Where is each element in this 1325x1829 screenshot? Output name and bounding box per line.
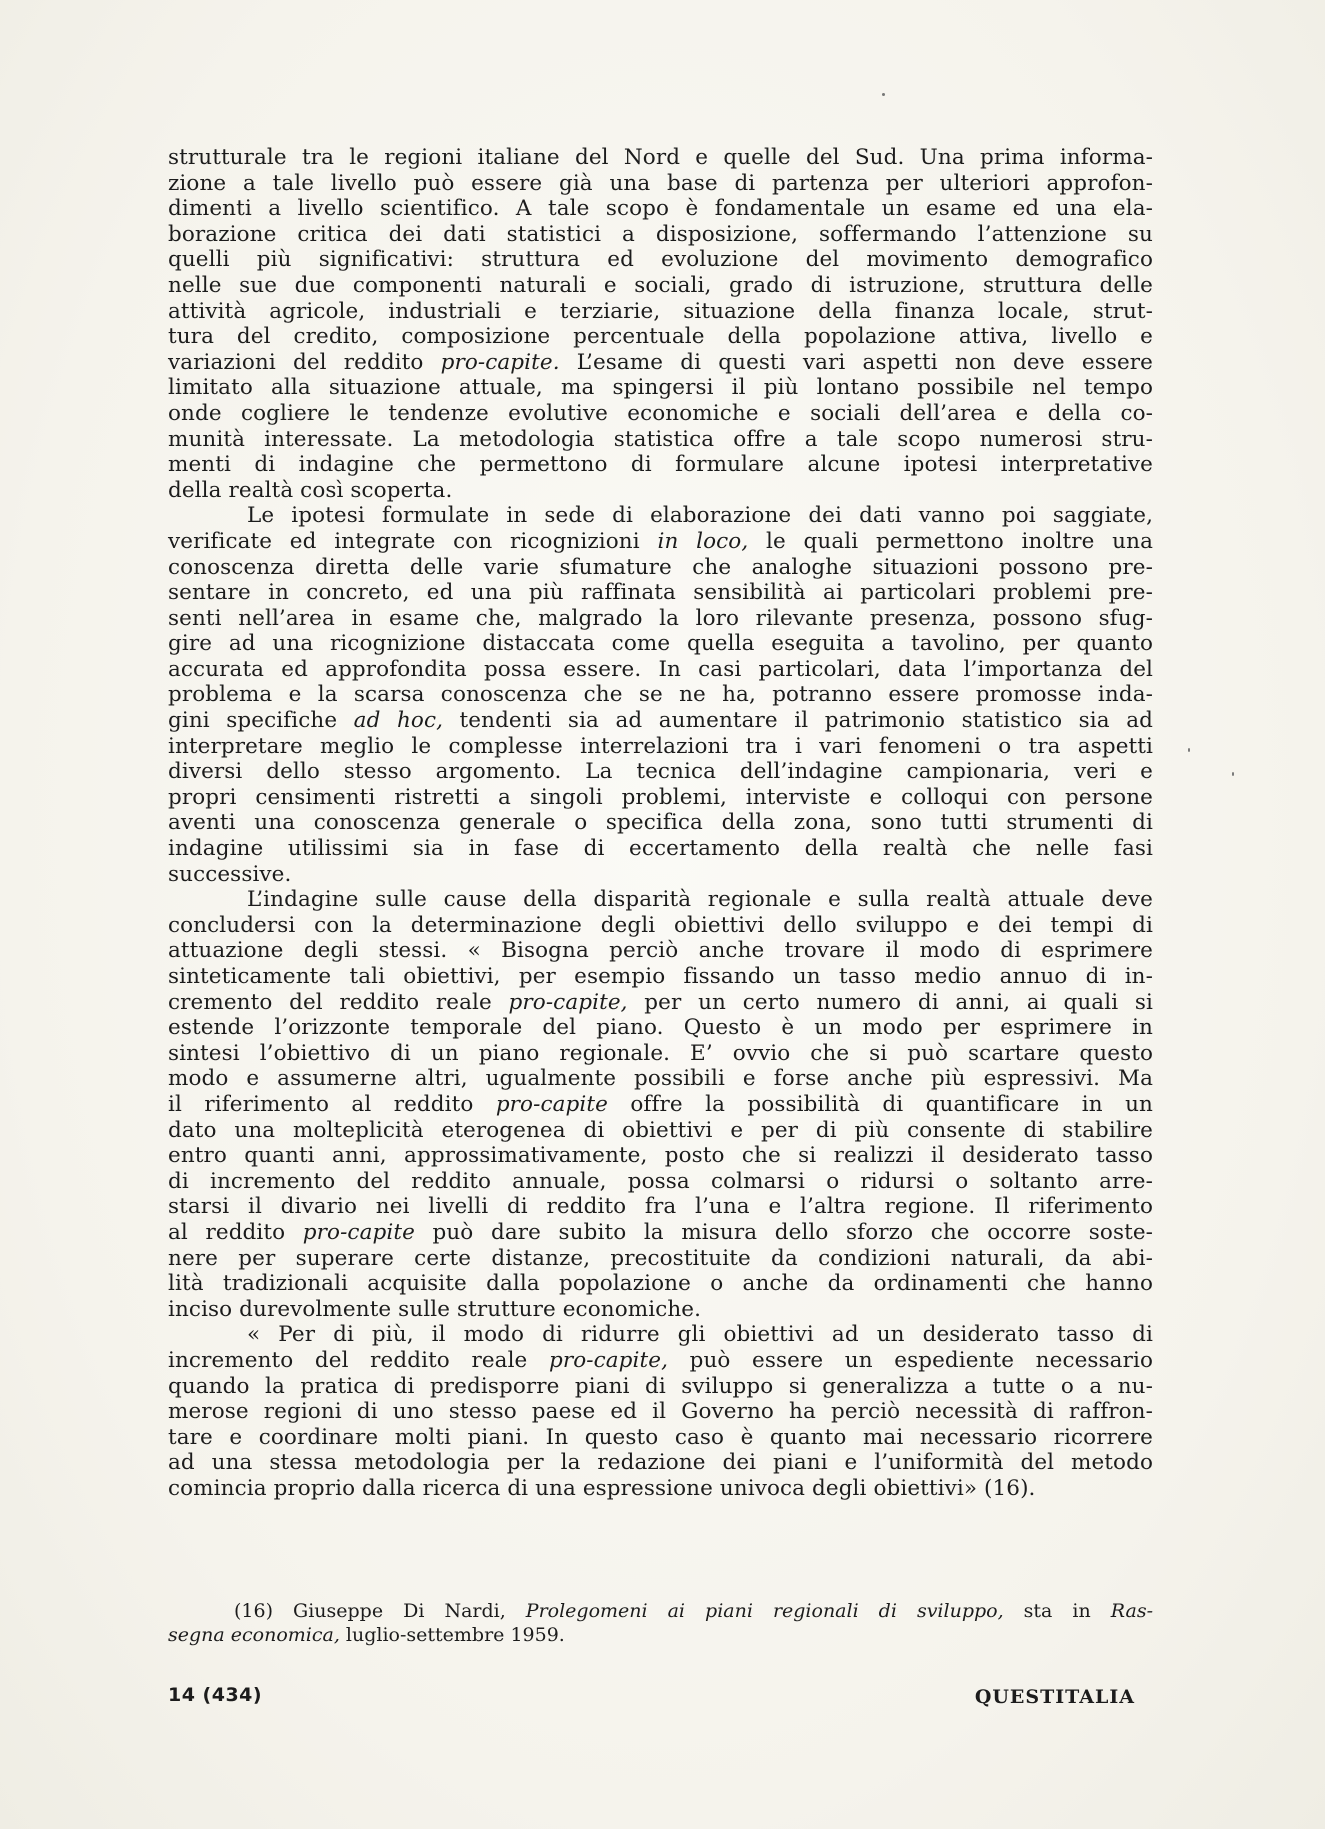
text-line xyxy=(168,964,1153,990)
line-segment: verificate ed integrate con ricognizioni xyxy=(168,528,658,554)
text-line xyxy=(168,1322,1153,1348)
line-segment: sta in xyxy=(1003,1600,1111,1622)
text-line xyxy=(168,529,1153,555)
italic-segment: pro-capite, xyxy=(548,1347,669,1373)
text-line xyxy=(168,247,1153,273)
text-line xyxy=(168,503,1153,529)
text-line xyxy=(168,222,1153,248)
line-text: limitato alla situazione attuale, ma spingersi il più lontano possibile nel tempo xyxy=(168,375,1153,401)
line-segment: (16) Giuseppe Di Nardi, xyxy=(234,1600,526,1622)
italic-segment: Prolegomeni ai piani regionali di sviluppo, xyxy=(525,1600,1004,1622)
line-text: diversi dello stesso argomento. La tecnica dell’indagine campionaria, veri e xyxy=(168,759,1153,785)
paragraph-1 xyxy=(168,145,1153,503)
text-line xyxy=(168,606,1153,632)
text-line xyxy=(168,375,1153,401)
line-text: Le ipotesi formulate in sede di elaborazione dei dati vanno poi saggiate, xyxy=(247,503,1153,529)
line-text: modo e assumerne altri, ugualmente possibili e forse anche più espressivi. Ma xyxy=(168,1066,1153,1092)
line-text: nelle sue due componenti naturali e sociali, grado di istruzione, struttura delle xyxy=(168,272,1153,298)
line-text: aventi una conoscenza generale o specifica della zona, sono tutti strumenti di xyxy=(168,810,1153,836)
paper-speck xyxy=(1232,772,1234,776)
text-line xyxy=(168,324,1153,350)
italic-segment: ad hoc, xyxy=(353,708,444,734)
line-text: starsi il divario nei livelli di reddito fra l’una e l’altra regione. Il riferimento xyxy=(168,1194,1153,1220)
line-text: munità interessate. La metodologia statistica offre a tale scopo numerosi stru- xyxy=(168,426,1153,452)
body-text xyxy=(168,145,1153,1501)
italic-segment: pro-capite. xyxy=(440,349,560,375)
text-line xyxy=(168,350,1153,376)
text-line xyxy=(168,785,1153,811)
line-text: problema e la scarsa conoscenza che se ne ha, potranno essere promosse inda- xyxy=(168,682,1153,708)
line-text: conoscenza diretta delle varie sfumature che analoghe situazioni possono pre- xyxy=(168,554,1153,580)
line-segment: tendenti sia ad aumentare il patrimonio statistico sia ad xyxy=(443,708,1153,734)
text-line xyxy=(168,1246,1153,1272)
line-segment: al reddito xyxy=(168,1219,303,1245)
line-text: gire ad una ricognizione distaccata come quella eseguita a tavolino, per quanto xyxy=(168,631,1153,657)
text-line xyxy=(168,734,1153,760)
text-line xyxy=(168,273,1153,299)
text-line xyxy=(168,759,1153,785)
text-line xyxy=(168,196,1153,222)
line-text: quando la pratica di predisporre piani di sviluppo si generalizza a tutte o a nu- xyxy=(168,1373,1153,1399)
italic-segment: Ras- xyxy=(1110,1600,1153,1622)
text-line xyxy=(168,657,1153,683)
line-text: accurata ed approfondita possa essere. In casi particolari, data l’importanza del xyxy=(168,656,1153,682)
paper-speck xyxy=(882,93,885,96)
line-segment: variazioni del reddito xyxy=(168,349,441,375)
text-line xyxy=(168,452,1153,478)
text-line xyxy=(168,401,1153,427)
line-text: di incremento del reddito annuale, possa colmarsi o ridursi o soltanto arre- xyxy=(168,1168,1153,1194)
line-segment: gini specifiche xyxy=(168,708,354,734)
line-text: interpretare meglio le complesse interrelazioni tra i vari fenomeni o tra aspetti xyxy=(168,733,1153,759)
line-text: sinteticamente tali obiettivi, per esempio fissando un tasso medio annuo di in- xyxy=(168,964,1153,989)
line-text: menti di indagine che permettono di formulare alcune ipotesi interpretative xyxy=(168,452,1153,478)
footnote-line xyxy=(168,1599,1153,1623)
line-text: borazione critica dei dati statistici a disposizione, soffermando l’attenzione su xyxy=(168,221,1153,247)
text-line xyxy=(168,299,1153,325)
line-text: della realtà così scoperta. xyxy=(168,477,453,503)
journal-name: QUESTITALIA xyxy=(974,1686,1135,1708)
text-line xyxy=(168,1118,1153,1144)
page-number: 14 (434) xyxy=(168,1684,263,1706)
text-line xyxy=(168,171,1153,197)
line-text: sentare in concreto, ed una più raffinata sensibilità ai particolari problemi pre- xyxy=(168,580,1153,606)
line-text: senti nell’area in esame che, malgrado la loro rilevante presenza, possono sfug- xyxy=(168,605,1153,631)
line-text: L’indagine sulle cause della disparità regionale e sulla realtà attuale deve xyxy=(247,887,1153,913)
text-line xyxy=(168,682,1153,708)
line-text: « Per di più, il modo di ridurre gli obiettivi ad un desiderato tasso di xyxy=(247,1322,1153,1348)
line-text: inciso durevolmente sulle strutture economiche. xyxy=(168,1296,702,1322)
text-line xyxy=(168,427,1153,453)
text-line xyxy=(168,1066,1153,1092)
line-text: quelli più significativi: struttura ed evoluzione del movimento demografico xyxy=(168,247,1153,273)
line-text: entro quanti anni, approssimativamente, posto che si realizzi il desiderato tasso xyxy=(168,1143,1153,1169)
line-text: nere per superare certe distanze, precostituite da condizioni naturali, da abi- xyxy=(168,1245,1153,1271)
text-line xyxy=(168,478,1153,504)
line-segment: incremento del reddito reale xyxy=(168,1347,549,1373)
text-line xyxy=(168,1271,1153,1297)
paragraph-3 xyxy=(168,887,1153,1322)
italic-segment: pro-capite xyxy=(302,1219,415,1245)
line-segment: L’esame di questi vari aspetti non deve essere xyxy=(559,349,1153,375)
text-line xyxy=(168,555,1153,581)
text-line xyxy=(168,1169,1153,1195)
footnote-line xyxy=(168,1623,1153,1647)
line-text: tare e coordinare molti piani. In questo caso è quanto mai necessario ricorrere xyxy=(168,1424,1153,1450)
line-text: indagine utilissimi sia in fase di eccertamento della realtà che nelle fasi xyxy=(168,836,1153,862)
text-line xyxy=(168,1143,1153,1169)
line-text: attuazione degli stessi. « Bisogna perciò anche trovare il modo di esprimere xyxy=(168,938,1153,964)
text-line xyxy=(168,1092,1153,1118)
text-line xyxy=(168,990,1153,1016)
line-segment: può dare subito la misura dello sforzo che occorre soste- xyxy=(414,1219,1154,1245)
footnote xyxy=(168,1599,1153,1647)
line-text: estende l’orizzonte temporale del piano. Questo è un modo per esprimere in xyxy=(168,1015,1153,1041)
text-line xyxy=(168,1425,1153,1451)
text-line xyxy=(168,708,1153,734)
text-line xyxy=(168,1374,1153,1400)
text-line xyxy=(168,887,1153,913)
line-text: tura del credito, composizione percentuale della popolazione attiva, livello e xyxy=(168,324,1153,350)
italic-segment: pro-capite, xyxy=(508,989,628,1015)
text-line xyxy=(168,1476,1153,1502)
italic-segment: in loco, xyxy=(657,528,749,554)
line-text: onde cogliere le tendenze evolutive economiche e sociali dell’area e della co- xyxy=(168,400,1153,426)
line-text: sintesi l’obiettivo di un piano regionale. E’ ovvio che si può scartare questo xyxy=(168,1040,1153,1066)
text-line xyxy=(168,631,1153,657)
text-line xyxy=(168,836,1153,862)
text-line xyxy=(168,938,1153,964)
text-line xyxy=(168,1220,1153,1246)
line-text: ad una stessa metodologia per la redazione dei piani e l’uniformità del metodo xyxy=(168,1450,1153,1476)
paragraph-2 xyxy=(168,503,1153,887)
line-text: zione a tale livello può essere già una base di partenza per ulteriori approfon- xyxy=(168,170,1153,196)
line-text: propri censimenti ristretti a singoli problemi, interviste e colloqui con persone xyxy=(168,784,1153,810)
text-line xyxy=(168,1015,1153,1041)
text-line xyxy=(168,1194,1153,1220)
italic-segment: segna economica, xyxy=(168,1624,340,1646)
line-text: lità tradizionali acquisite dalla popolazione o anche da ordinamenti che hanno xyxy=(168,1271,1153,1297)
text-line xyxy=(168,913,1153,939)
line-text: concludersi con la determinazione degli obiettivi dello sviluppo e dei tempi di xyxy=(168,912,1153,938)
line-segment: per un certo numero di anni, ai quali si xyxy=(627,989,1153,1015)
line-segment: il riferimento al reddito xyxy=(168,1091,496,1117)
text-line xyxy=(168,810,1153,836)
line-text: strutturale tra le regioni italiane del Nord e quelle del Sud. Una prima informa- xyxy=(168,145,1153,170)
text-line xyxy=(168,580,1153,606)
text-line xyxy=(168,145,1153,171)
line-segment: può essere un espediente necessario xyxy=(668,1347,1153,1373)
paragraph-4 xyxy=(168,1322,1153,1501)
line-segment: cremento del reddito reale xyxy=(168,989,509,1015)
line-segment: le quali permettono inoltre una xyxy=(748,528,1153,554)
text-line xyxy=(168,862,1153,888)
text-line xyxy=(168,1399,1153,1425)
text-line xyxy=(168,1450,1153,1476)
line-segment: offre la possibilità di quantificare in un xyxy=(607,1091,1153,1117)
text-line xyxy=(168,1297,1153,1323)
line-segment: luglio-settembre 1959. xyxy=(339,1624,565,1646)
line-text: comincia proprio dalla ricerca di una espressione univoca degli obiettivi» (16). xyxy=(168,1475,1036,1501)
text-line xyxy=(168,1348,1153,1374)
italic-segment: pro-capite xyxy=(495,1091,608,1117)
line-text: dimenti a livello scientifico. A tale scopo è fondamentale un esame ed una ela- xyxy=(168,196,1153,222)
text-line xyxy=(168,1041,1153,1067)
line-text: successive. xyxy=(168,861,292,887)
line-text: dato una molteplicità eterogenea di obiettivi e per di più consente di stabilire xyxy=(168,1117,1153,1143)
line-text: attività agricole, industriali e terziarie, situazione della finanza locale, strut- xyxy=(168,298,1153,324)
line-text: merose regioni di uno stesso paese ed il Governo ha perciò necessità di raffron- xyxy=(168,1399,1153,1425)
paper-speck xyxy=(1188,748,1190,752)
